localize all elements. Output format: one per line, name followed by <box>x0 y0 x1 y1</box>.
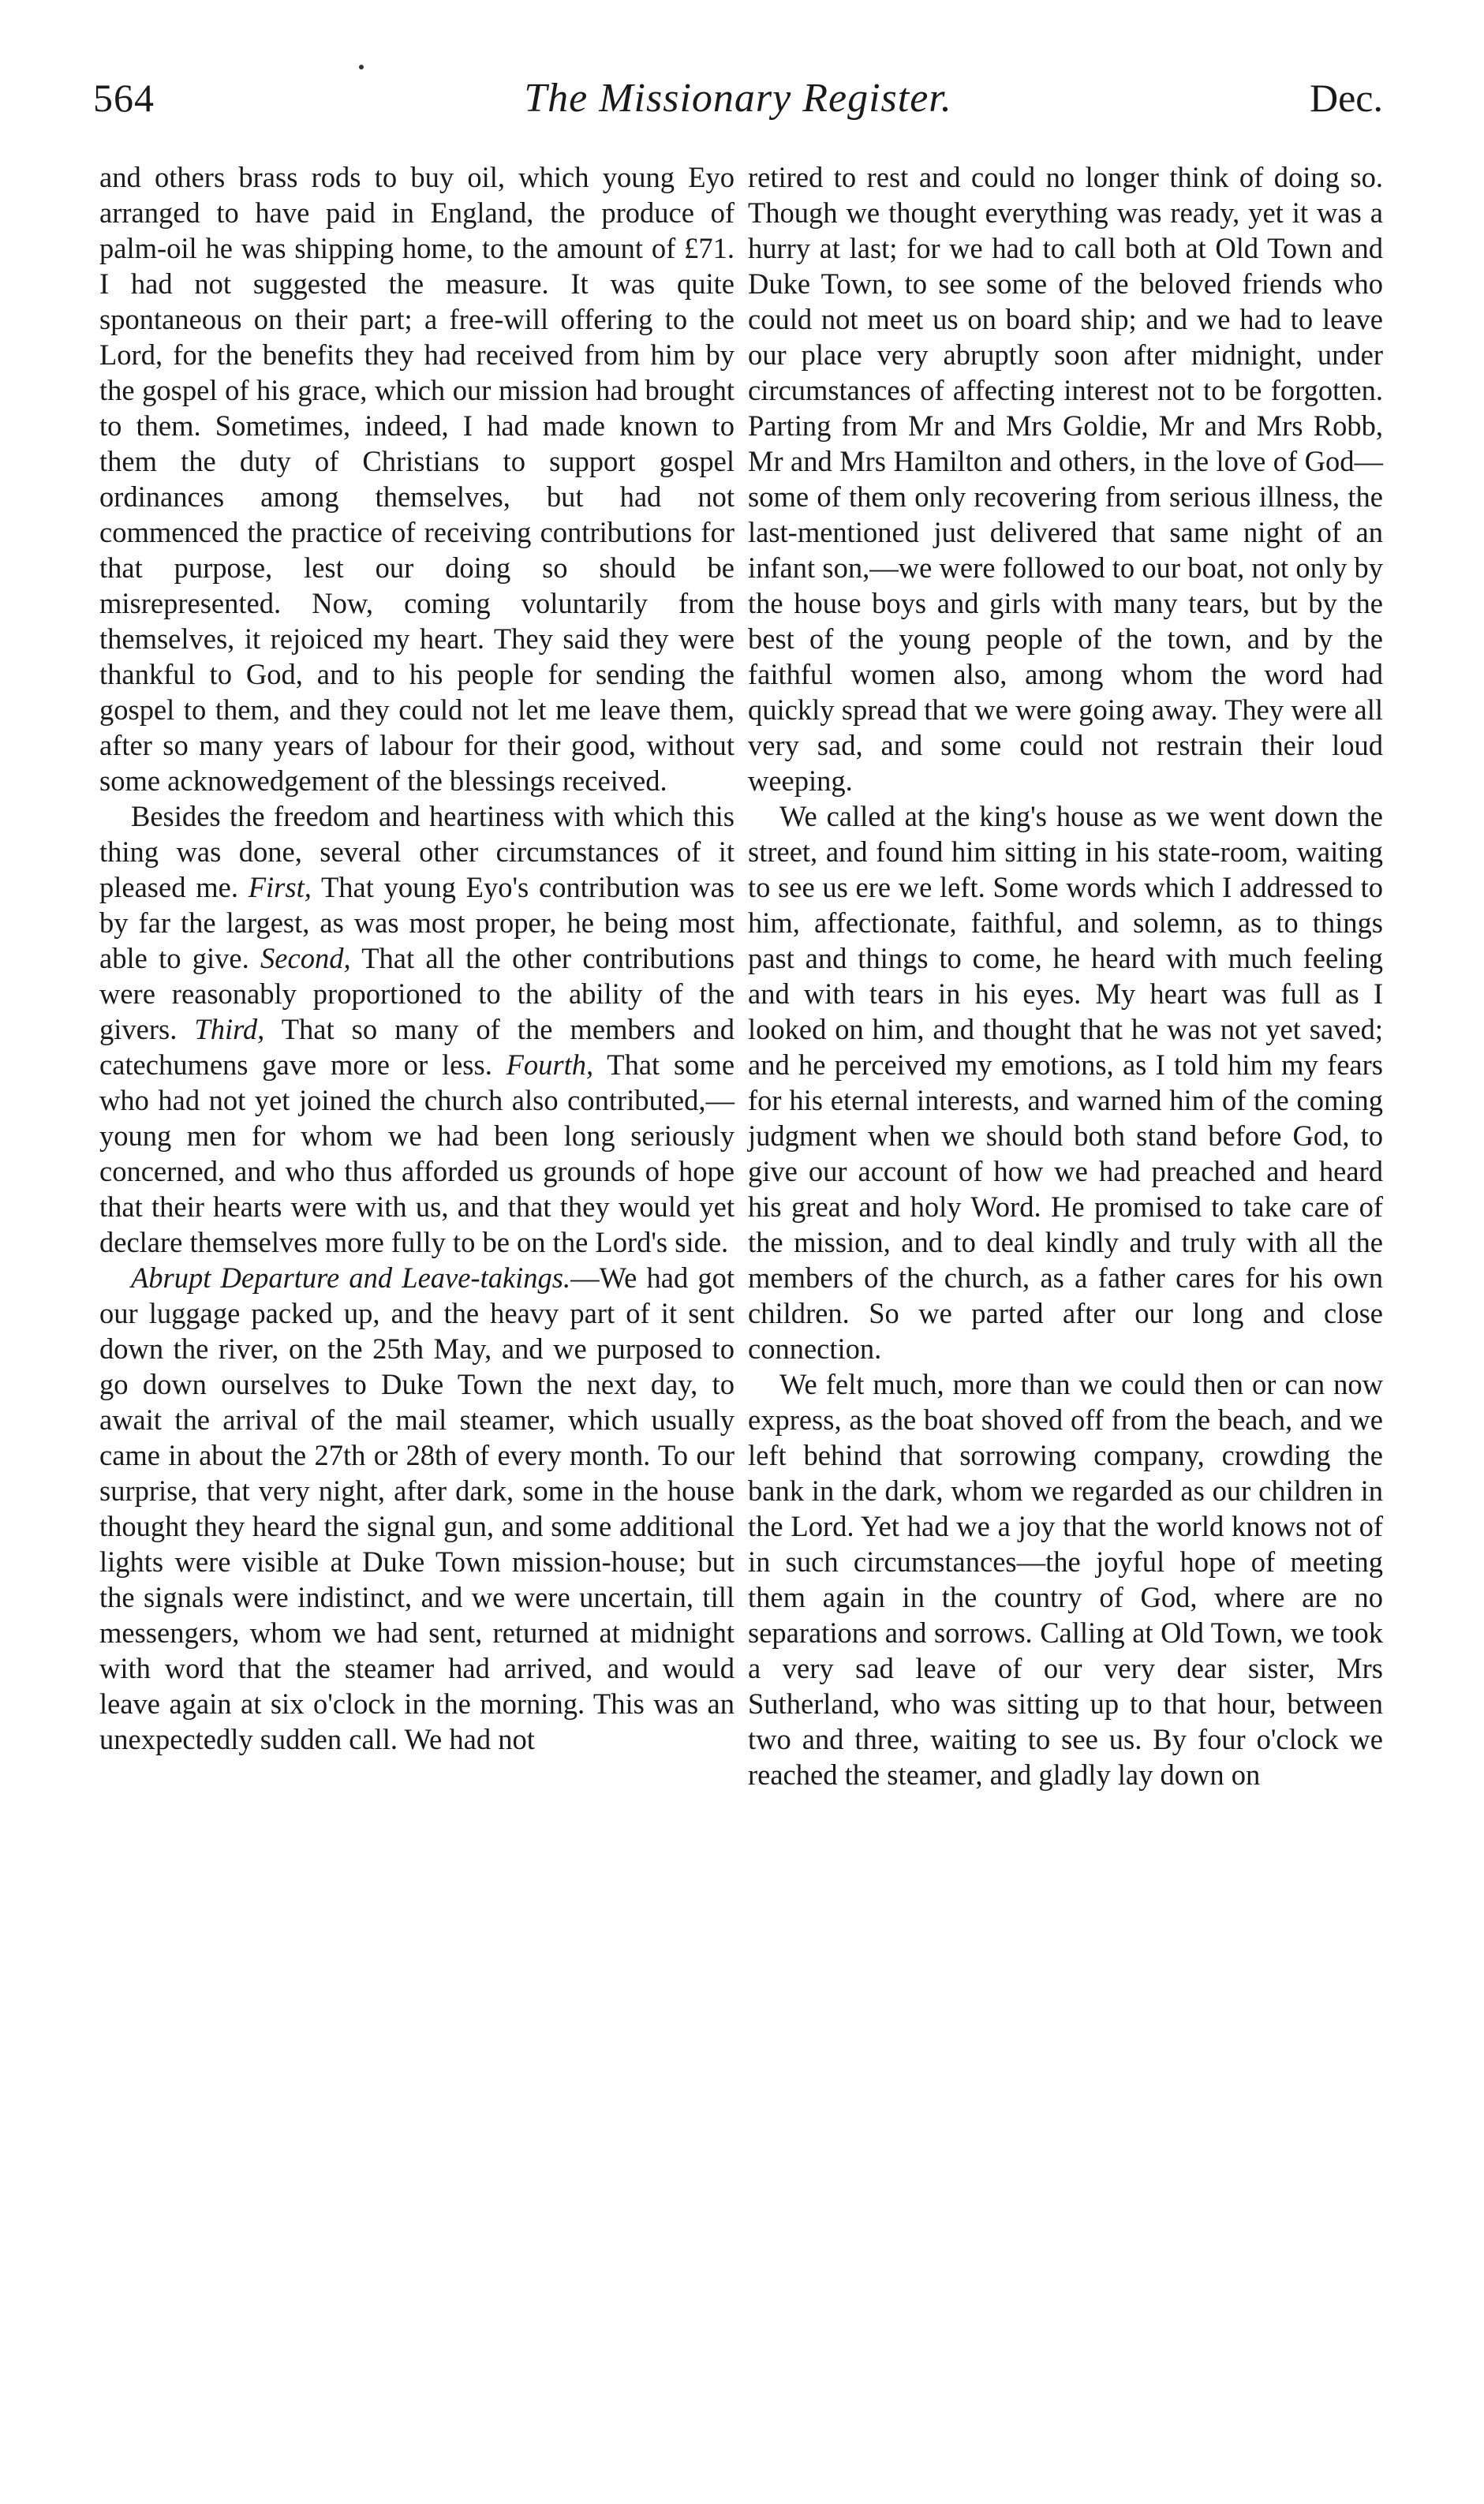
text-span: That young Eyo's contribution was by far the largest, as was most proper, he being most able to give. <box>99 871 735 974</box>
text-span: That all the other contributions were reasonably proportioned to the ability of the givers. <box>99 942 735 1045</box>
italic-label: Second, <box>260 942 351 974</box>
running-header <box>93 75 1383 138</box>
text-span: That some who had not yet joined the church also contributed,—young men for whom we had been long seriously concerned, and who thus afforded us grounds of hope that their hearts were with us, and that they would yet declare themselves more fully to be on the Lord's side. <box>99 1048 735 1258</box>
italic-label: Third, <box>194 1013 265 1045</box>
paragraph: and others brass rods to buy oil, which young Eyo arranged to have paid in England, the produce of palm-oil he was shipping home, to the amount of £71. I had not suggested the measure. It was quite spontaneous on their part; a free-will offering to the Lord, for the benefits they had received from him by the gospel of his grace, which our mission had brought to them. Sometimes, indeed, I had made known to them the duty of Christians to support gospel ordinances among themselves, but had not commenced the practice of receiving contributions for that purpose, lest our doing so should be misrepresented. Now, coming voluntarily from themselves, it rejoiced my heart. They said they were thankful to God, and to his people for sending the gospel to them, and they could not let me leave them, after so many years of labour for their good, without some acknowedgement of the blessings received. <box>99 161 735 797</box>
text-span: —We had got our luggage packed up, and the heavy part of it sent down the river, on the 25th May, and we purposed to go down ourselves to Duke Town the next day, to await the arrival of the mail steamer, which usually came in about the 27th or 28th of every month. To our surprise, that very night, after dark, some in the house thought they heard the signal gun, and some additional lights were visible at Duke Town mission-house; but the signals were indistinct, and we were uncertain, till messengers, whom we had sent, returned at midnight with word that the steamer had arrived, and would leave again at six o'clock in the morning. This was an unexpectedly sudden call. We had not <box>99 1261 735 1755</box>
header-month: Dec. <box>1310 76 1383 120</box>
italic-label: First, <box>248 871 312 903</box>
italic-label: Fourth, <box>506 1048 594 1081</box>
right-column <box>748 159 1383 1792</box>
journal-title: The Missionary Register. <box>524 76 952 121</box>
paragraph: We called at the king's house as we went down the street, and found him sitting in his state-room, waiting to see us ere we left. Some words which I addressed to him, affectionate, faithful, and solemn, as to things past and things to come, he heard with much feeling and with tears in his eyes. My heart was full as I looked on him, and thought that he was not yet saved; and he perceived my emotions, as I told him my fears for his eternal interests, and warned him of the coming judgment when we should both stand before God, to give our account of how we had preached and heard his great and holy Word. He promised to take care of the mission, and to deal kindly and truly with all the members of the church, as a father cares for his own children. So we parted after our long and close connection. <box>748 800 1383 1365</box>
paragraph: We felt much, more than we could then or can now express, as the boat shoved off from the beach, and we left behind that sorrowing company, crowding the bank in the dark, whom we regarded as our children in the Lord. Yet had we a joy that the world knows not of in such circumstances—the joyful hope of meeting them again in the country of God, where are no separations and sorrows. Calling at Old Town, we took a very sad leave of our very dear sister, Mrs Sutherland, who was sitting up to that hour, between two and three, waiting to see us. By four o'clock we reached the steamer, and gladly lay down on <box>748 1368 1383 1791</box>
ink-speck <box>359 65 364 69</box>
paragraph <box>99 1260 735 1757</box>
section-heading: Abrupt Departure and Leave-takings. <box>131 1261 571 1294</box>
text-span: Besides the freedom and heartiness with which this thing was done, several other circumstances of it pleased me. <box>99 800 735 903</box>
paragraph: retired to rest and could no longer think of doing so. Though we thought everything was ready, yet it was a hurry at last; for we had to call both at Old Town and Duke Town, to see some of the beloved friends who could not meet us on board ship; and we had to leave our place very abruptly soon after midnight, under circumstances of affecting interest not to be forgotten. Parting from Mr and Mrs Goldie, Mr and Mrs Robb, Mr and Mrs Hamilton and others, in the love of God—some of them only recovering from serious illness, the last-mentioned just delivered that same night of an infant son,—we were followed to our boat, not only by the house boys and girls with many tears, but by the best of the young people of the town, and by the faithful women also, among whom the word had quickly spread that we were going away. They were all very sad, and some could not restrain their loud weeping. <box>748 161 1383 797</box>
paragraph <box>99 798 735 1260</box>
page-number: 564 <box>93 76 155 120</box>
left-column <box>99 159 735 1757</box>
text-span: That so many of the members and catechumens gave more or less. <box>99 1013 735 1081</box>
